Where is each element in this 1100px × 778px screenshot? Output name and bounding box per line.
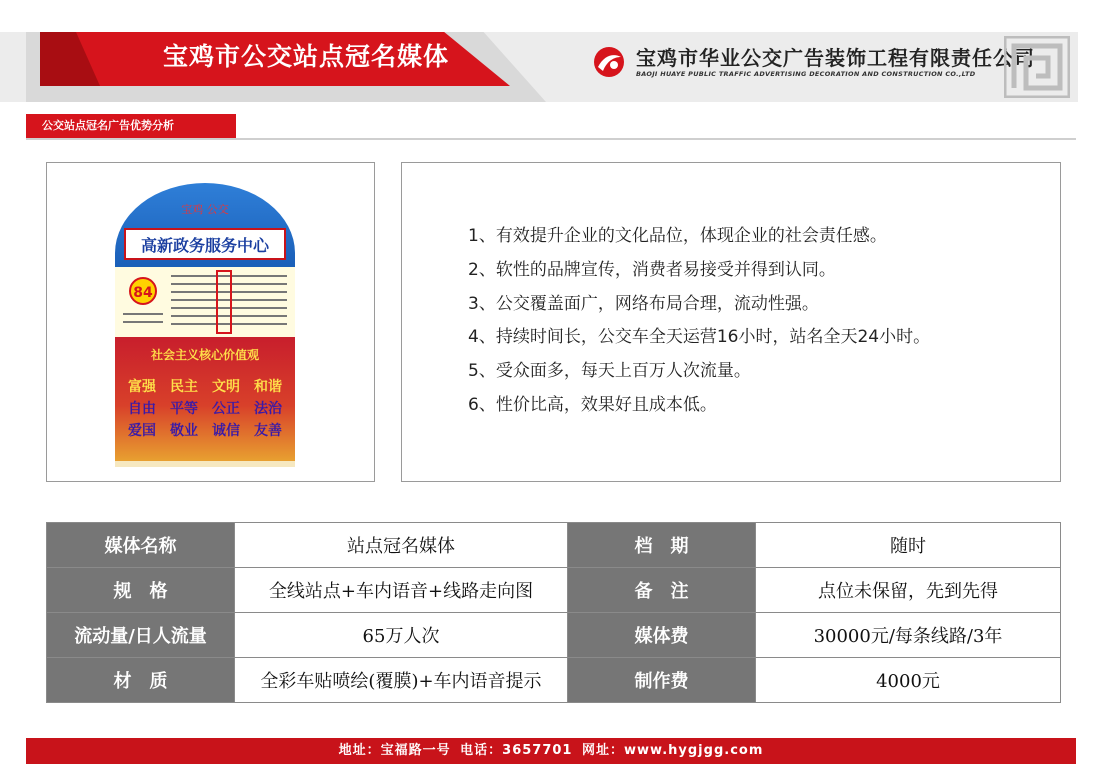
table-value: 站点冠名媒体 xyxy=(235,523,568,568)
table-value: 全线站点+车内语音+线路走向图 xyxy=(235,568,568,613)
company-logo-icon xyxy=(592,45,626,79)
media-info-table xyxy=(46,522,1061,703)
table-key: 材 质 xyxy=(47,658,235,703)
company-name-cn: 宝鸡市华业公交广告装饰工程有限责任公司 xyxy=(636,46,1035,70)
advantages-list xyxy=(468,222,930,425)
table-value: 65万人次 xyxy=(235,613,568,658)
advantage-item: 3、公交覆盖面广，网络布局合理，流动性强。 xyxy=(468,293,819,314)
page-title: 宝鸡市公交站点冠名媒体 xyxy=(162,42,449,71)
advantage-item: 6、性价比高，效果好且成本低。 xyxy=(468,394,717,415)
sign-value: 文明 xyxy=(212,379,240,395)
advantage-item: 1、有效提升企业的文化品位，体现企业的社会责任感。 xyxy=(468,226,887,246)
sign-value: 公正 xyxy=(212,401,240,417)
company-name-en: BAOJI HUAYE PUBLIC TRAFFIC ADVERTISING DECORATION AND CONSTRUCTION CO.,LTD xyxy=(636,70,976,78)
sign-value: 自由 xyxy=(128,401,156,417)
table-value: 全彩车贴喷绘(覆膜)+车内语音提示 xyxy=(235,658,568,703)
sign-value: 民主 xyxy=(170,379,198,395)
section-divider xyxy=(26,138,1076,140)
sign-value: 敬业 xyxy=(170,423,198,439)
advantage-item: 4、持续时间长，公交车全天运营16小时，站名全天24小时。 xyxy=(468,327,931,348)
footer-phone: 电话：3657701 xyxy=(460,743,573,758)
sign-route-number: 84 xyxy=(133,285,153,301)
sign-value: 和谐 xyxy=(254,379,282,395)
sign-banner: 社会主义核心价值观 xyxy=(150,348,260,362)
meander-ornament-icon xyxy=(1004,36,1070,98)
station-sign-image xyxy=(115,183,295,467)
table-key: 媒体费 xyxy=(568,613,756,658)
sign-brand-text: 宝鸡 公交 xyxy=(181,203,229,216)
sign-value: 平等 xyxy=(170,401,198,417)
sign-value: 诚信 xyxy=(212,423,240,439)
table-key: 备 注 xyxy=(568,568,756,613)
sign-value: 友善 xyxy=(254,423,282,439)
section-title: 公交站点冠名广告优势分析 xyxy=(26,114,236,138)
sign-station-name: 高新政务服务中心 xyxy=(140,236,270,255)
table-key: 媒体名称 xyxy=(47,523,235,568)
table-value: 随时 xyxy=(756,523,1061,568)
table-value: 30000元/每条线路/3年 xyxy=(756,613,1061,658)
advantage-item: 5、受众面多，每天上百万人次流量。 xyxy=(468,361,751,382)
footer-website-link[interactable]: 网址：www.hygjgg.com xyxy=(582,743,764,758)
table-row xyxy=(47,568,1061,613)
table-row xyxy=(47,613,1061,658)
table-key: 档 期 xyxy=(568,523,756,568)
sign-value: 法治 xyxy=(254,401,282,417)
table-row xyxy=(47,523,1061,568)
sign-value: 爱国 xyxy=(128,423,156,439)
table-key: 制作费 xyxy=(568,658,756,703)
table-row xyxy=(47,658,1061,703)
table-key: 规 格 xyxy=(47,568,235,613)
footer-contact xyxy=(26,738,1076,764)
sign-value: 富强 xyxy=(128,379,156,395)
table-key: 流动量/日人流量 xyxy=(47,613,235,658)
footer-bar xyxy=(26,738,1076,764)
footer-address: 地址：宝福路一号 xyxy=(338,743,451,758)
table-value: 点位未保留，先到先得 xyxy=(756,568,1061,613)
advantage-item: 2、软性的品牌宣传，消费者易接受并得到认同。 xyxy=(468,259,836,280)
table-value: 4000元 xyxy=(756,658,1061,703)
